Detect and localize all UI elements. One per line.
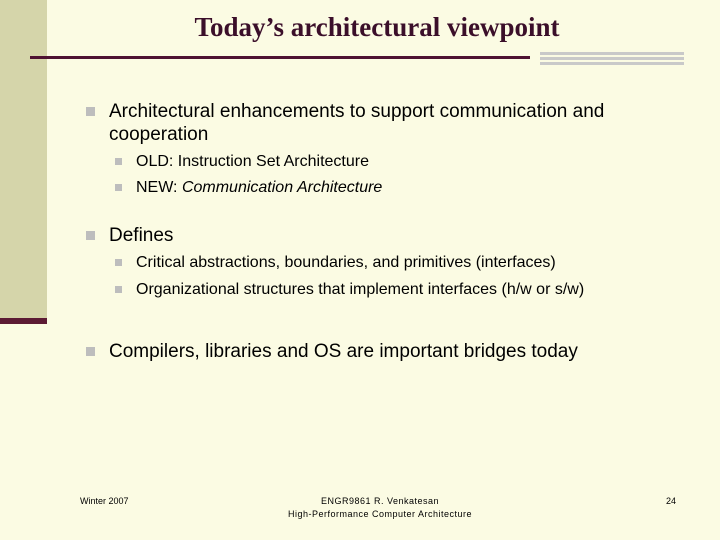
square-bullet-icon: [115, 158, 122, 165]
sub-bullet-1-2: [115, 178, 382, 197]
square-bullet-icon: [115, 286, 122, 293]
bullet-2: [86, 224, 173, 247]
slide-title: Today’s architectural viewpoint: [194, 12, 560, 42]
title-accent-stripes: [540, 52, 684, 66]
square-bullet-icon: [115, 259, 122, 266]
sub-bullet-1-2-prefix: NEW:: [136, 179, 182, 196]
sub-bullet-2-2: [115, 280, 584, 299]
square-bullet-icon: [86, 347, 95, 356]
footer-course-line1: ENGR9861 R. Venkatesan: [320, 496, 440, 506]
sub-bullet-2-1: [115, 253, 556, 272]
side-panel: [0, 0, 47, 322]
bullet-1-text: Architectural enhancements to support communication and: [109, 101, 605, 122]
bullet-3-text: Compilers, libraries and OS are important bridges today: [109, 341, 578, 362]
title-underline: [30, 56, 530, 59]
square-bullet-icon: [86, 231, 95, 240]
sub-bullet-1-1: [115, 152, 369, 171]
sub-bullet-1-2-italic: Communication Architecture: [181, 179, 383, 196]
bullet-1: [86, 100, 604, 146]
footer-course: [230, 495, 530, 521]
bullet-1-text-continued: cooperation: [109, 124, 209, 145]
side-accent-bar: [0, 318, 47, 324]
bullet-3: [86, 340, 578, 363]
footer-course-line2: High-Performance Computer Architecture: [287, 509, 473, 519]
square-bullet-icon: [115, 184, 122, 191]
square-bullet-icon: [86, 107, 95, 116]
footer-date: Winter 2007: [80, 496, 129, 506]
sub-bullet-1-1-text: OLD: Instruction Set Architecture: [136, 153, 369, 170]
bullet-2-text: Defines: [109, 225, 174, 246]
sub-bullet-2-1-text: Critical abstractions, boundaries, and primitives (interfaces): [136, 254, 556, 271]
sub-bullet-2-2-text: Organizational structures that implement interfaces (h/w or s/w): [136, 281, 585, 298]
page-number: 24: [666, 496, 677, 506]
